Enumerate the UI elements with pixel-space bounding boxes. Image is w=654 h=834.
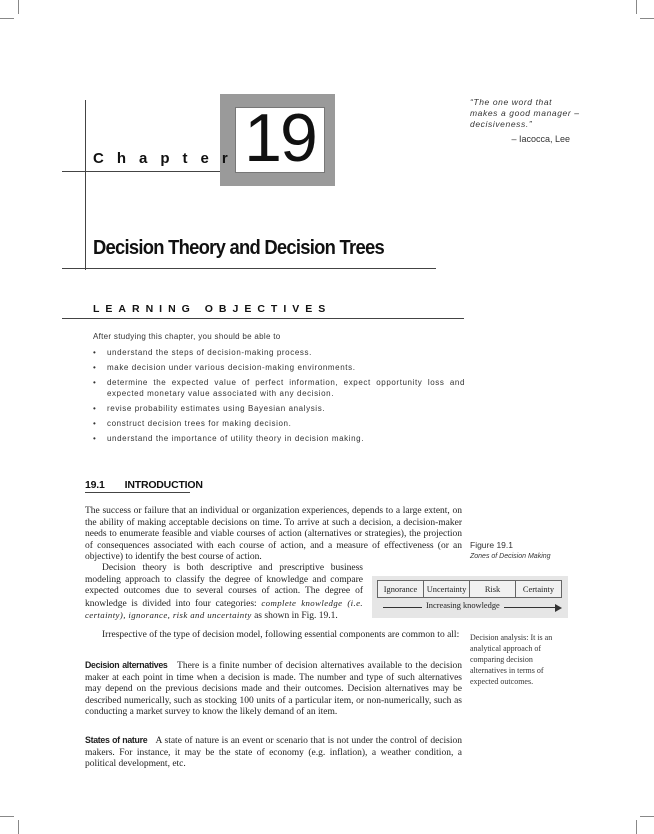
arrow-right-icon xyxy=(555,604,562,612)
section-number: 19.1 xyxy=(85,479,105,491)
objectives-rule xyxy=(62,318,464,319)
crop-mark xyxy=(640,18,654,19)
bullet-icon: • xyxy=(93,404,97,413)
objectives-heading: LEARNING OBJECTIVES xyxy=(93,303,332,315)
bullet-icon: • xyxy=(93,348,97,357)
margin-note: Decision analysis: It is an analytical approach of comparing decision alternatives in terms of expected outcomes. xyxy=(470,633,553,686)
body-paragraph: The success or failure that an individual or organization experiences, depends to a large extent, on the ability of making acceptable decisions on time. To arrive at such a decision, a decision-maker needs to enumerate feasible and viable courses of action (alternatives or strategies), the projection of consequences associated with each course of action, and a measure of effectiveness (or an objective) to identify the best course of action. xyxy=(85,506,462,563)
chapter-label: Chapter xyxy=(93,150,241,167)
body-paragraph: Decision theory is both descriptive and prescriptive business modeling approach to classify the degree of knowledge and compare expected outcomes due to several courses of action. The degree of knowledge is divided into four categories: complete knowledge (i.e. certainty), ignorance, risk and uncertainty as shown in Fig. 19.1. xyxy=(85,563,363,622)
vertical-rule xyxy=(85,100,86,270)
zone-ignorance: Ignorance xyxy=(378,581,424,597)
zones-row xyxy=(377,580,562,598)
bullet-icon: • xyxy=(93,434,97,443)
crop-mark xyxy=(640,816,654,817)
objective-item: • revise probability estimates using Bayesian analysis. xyxy=(93,404,326,413)
zone-risk: Risk xyxy=(470,581,516,597)
crop-mark xyxy=(18,0,19,14)
chapter-title: Decision Theory and Decision Trees xyxy=(93,237,384,259)
body-paragraph: Irrespective of the type of decision model, following essential components are common to all: xyxy=(102,630,460,640)
italic-text: complete knowledge (i.e. certainty), ignorance, risk and uncertainty xyxy=(85,597,363,621)
objectives-intro: After studying this chapter, you should be able to xyxy=(93,332,281,341)
chapter-number: 19 xyxy=(244,100,316,176)
objective-item: • construct decision trees for making decision. xyxy=(93,419,292,428)
objective-item: • understand the steps of decision-making process. xyxy=(93,348,312,357)
term-label: States of nature xyxy=(85,735,148,745)
epigraph-author: – Iacocca, Lee xyxy=(511,134,570,144)
crop-mark xyxy=(18,820,19,834)
bullet-icon: • xyxy=(93,363,97,372)
crop-mark xyxy=(0,18,14,19)
section-heading xyxy=(85,479,203,491)
chapter-rule xyxy=(62,171,237,172)
figure-subtitle: Zones of Decision Making xyxy=(470,553,551,560)
term-label: Decision alternatives xyxy=(85,660,168,670)
arrow-label: Increasing knowledge xyxy=(422,601,504,610)
objective-item: • determine the expected value of perfect information, expect opportunity loss and expected monetary value associated with any decision. xyxy=(93,378,465,398)
margin-note-term: Decision analysis: xyxy=(470,633,529,642)
zone-certainty: Certainty xyxy=(522,585,555,594)
bullet-icon: • xyxy=(93,378,97,387)
section-rule xyxy=(85,492,190,493)
objective-item: • understand the importance of utility theory in decision making. xyxy=(93,434,365,443)
crop-mark xyxy=(636,820,637,834)
body-paragraph: States of nature A state of nature is an event or scenario that is not under the control of decision makers. For instance, it may be the state of economy (e.g. inflation), a weather condition, a political development, etc. xyxy=(85,735,463,770)
section-title: INTRODUCTION xyxy=(124,479,203,491)
objective-item: • make decision under various decision-making environments. xyxy=(93,363,356,372)
title-rule xyxy=(62,268,436,269)
bullet-icon: • xyxy=(93,419,97,428)
epigraph-quote: “The one word that makes a good manager – decisiveness.” xyxy=(470,97,580,129)
figure-caption: Figure 19.1 xyxy=(470,540,513,550)
crop-mark xyxy=(636,0,637,14)
crop-mark xyxy=(0,816,14,817)
body-paragraph: Decision alternatives There is a finite number of decision alternatives available to the decision maker at each point in time when a decision is made. The number and type of such alternatives may depend on the previous decisions made and their outcomes. Decision alternatives may be described numerically, such as stocking 100 units of a particular item, or non-numerically, such as conducting a market survey to know the likely demand of an item. xyxy=(85,660,462,718)
zone-uncertainty: Uncertainty xyxy=(424,581,470,597)
